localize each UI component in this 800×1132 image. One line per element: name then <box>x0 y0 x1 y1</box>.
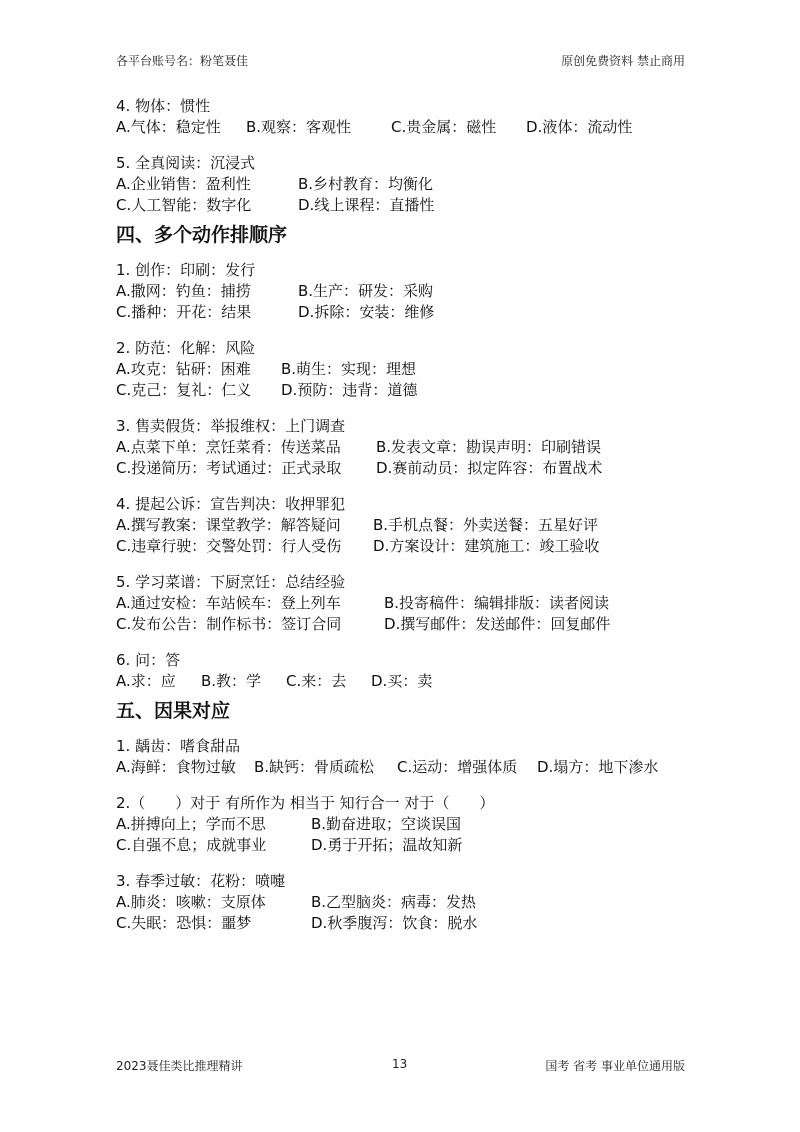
options-row <box>116 174 696 195</box>
options-row <box>116 281 696 302</box>
option-b: B.投寄稿件：编辑排版：读者阅读 <box>384 594 610 612</box>
options-row <box>116 913 696 934</box>
question-5 <box>116 153 696 216</box>
s4-question-3 <box>116 416 696 479</box>
question-title: 1. 龋齿：嗜食甜品 <box>116 737 241 755</box>
option-d: D.秋季腹泻：饮食：脱水 <box>311 914 478 932</box>
options-row <box>116 302 696 323</box>
option-c: C.投递简历：考试通过：正式录取 <box>116 459 342 477</box>
option-a: A.拼搏向上；学而不思 <box>116 815 266 833</box>
option-a: A.海鲜：食物过敏 <box>116 758 236 776</box>
question-title: 3. 春季过敏：花粉：喷嚏 <box>116 872 286 890</box>
question-title: 1. 创作：印刷：发行 <box>116 261 256 279</box>
option-b: B.生产：研发：采购 <box>298 282 434 300</box>
footer-right: 国考 省考 事业单位通用版 <box>545 1059 685 1073</box>
document-body <box>116 96 696 949</box>
options-row <box>116 835 696 856</box>
option-d: D.线上课程：直播性 <box>298 196 435 214</box>
options-row <box>116 515 696 536</box>
s4-question-1 <box>116 260 696 323</box>
option-a: A.气体：稳定性 <box>116 118 221 136</box>
option-c: C.播种：开花：结果 <box>116 303 252 321</box>
options-row <box>116 536 696 557</box>
option-d: D.赛前动员：拟定阵容：布置战术 <box>376 459 603 477</box>
section-title-5: 五、因果对应 <box>116 700 231 722</box>
page-number: 13 <box>392 1057 408 1071</box>
options-row <box>116 458 696 479</box>
options-row <box>116 814 696 835</box>
option-d: D.撰写邮件：发送邮件：回复邮件 <box>384 615 611 633</box>
question-title: 2. 防范：化解：风险 <box>116 339 256 357</box>
footer-left: 2023聂佳类比推理精讲 <box>116 1059 243 1073</box>
question-title: 3. 售卖假货：举报维权：上门调查 <box>116 417 346 435</box>
question-title: 4. 物体：惯性 <box>116 97 211 115</box>
option-a: A.肺炎：咳嗽：支原体 <box>116 893 266 911</box>
option-c: C.来：去 <box>286 672 347 690</box>
s4-question-2 <box>116 338 696 401</box>
options-row <box>116 117 696 138</box>
question-title: 2.（ ）对于 有所作为 相当于 知行合一 对于（ ） <box>116 794 495 812</box>
option-a: A.企业销售：盈利性 <box>116 175 251 193</box>
option-c: C.违章行驶：交警处罚：行人受伤 <box>116 537 342 555</box>
s4-question-4 <box>116 494 696 557</box>
option-d: D.勇于开拓；温故知新 <box>311 836 463 854</box>
option-a: A.求：应 <box>116 672 176 690</box>
question-title: 5. 学习菜谱：下厨烹饪：总结经验 <box>116 573 346 591</box>
header-right: 原创免费资料 禁止商用 <box>561 54 685 68</box>
question-title: 4. 提起公诉：宣告判决：收押罪犯 <box>116 495 346 513</box>
option-b: B.勤奋进取；空谈误国 <box>311 815 462 833</box>
options-row <box>116 671 696 692</box>
options-row <box>116 614 696 635</box>
question-title: 6. 问：答 <box>116 651 181 669</box>
option-d: D.塌方：地下渗水 <box>537 758 659 776</box>
option-b: B.教：学 <box>201 672 262 690</box>
options-row <box>116 195 696 216</box>
option-a: A.攻克：钻研：困难 <box>116 360 251 378</box>
options-row <box>116 359 696 380</box>
option-a: A.撒网：钓鱼：捕捞 <box>116 282 251 300</box>
header-left: 各平台账号名：粉笔聂佳 <box>116 54 249 68</box>
options-row <box>116 437 696 458</box>
options-row <box>116 757 696 778</box>
section-title-4: 四、多个动作排顺序 <box>116 224 288 246</box>
option-c: C.贵金属：磁性 <box>391 118 497 136</box>
option-b: B.观察：客观性 <box>246 118 352 136</box>
s4-question-6 <box>116 650 696 692</box>
option-c: C.失眠：恐惧：噩梦 <box>116 914 252 932</box>
option-d: D.预防：违背：道德 <box>281 381 418 399</box>
option-b: B.乙型脑炎：病毒：发热 <box>311 893 477 911</box>
s4-question-5 <box>116 572 696 635</box>
option-c: C.人工智能：数字化 <box>116 196 252 214</box>
option-a: A.撰写教案：课堂教学：解答疑问 <box>116 516 341 534</box>
option-c: C.运动：增强体质 <box>397 758 518 776</box>
option-d: D.买：卖 <box>371 672 433 690</box>
option-b: B.发表文章：勘误声明：印刷错误 <box>376 438 602 456</box>
question-4 <box>116 96 696 138</box>
option-b: B.手机点餐：外卖送餐：五星好评 <box>373 516 599 534</box>
option-d: D.方案设计：建筑施工：竣工验收 <box>373 537 600 555</box>
option-c: C.克己：复礼：仁义 <box>116 381 252 399</box>
question-title: 5. 全真阅读：沉浸式 <box>116 154 256 172</box>
s5-question-3 <box>116 871 696 934</box>
options-row <box>116 892 696 913</box>
option-a: A.通过安检：车站候车：登上列车 <box>116 594 341 612</box>
option-c: C.自强不息；成就事业 <box>116 836 267 854</box>
option-a: A.点菜下单：烹饪菜肴：传送菜品 <box>116 438 341 456</box>
option-b: B.乡村教育：均衡化 <box>298 175 434 193</box>
s5-question-2 <box>116 793 696 856</box>
option-d: D.拆除：安装：维修 <box>298 303 435 321</box>
option-b: B.缺钙：骨质疏松 <box>254 758 375 776</box>
option-b: B.萌生：实现：理想 <box>281 360 417 378</box>
options-row <box>116 380 696 401</box>
s5-question-1 <box>116 736 696 778</box>
option-c: C.发布公告：制作标书：签订合同 <box>116 615 342 633</box>
options-row <box>116 593 696 614</box>
option-d: D.液体：流动性 <box>526 118 633 136</box>
